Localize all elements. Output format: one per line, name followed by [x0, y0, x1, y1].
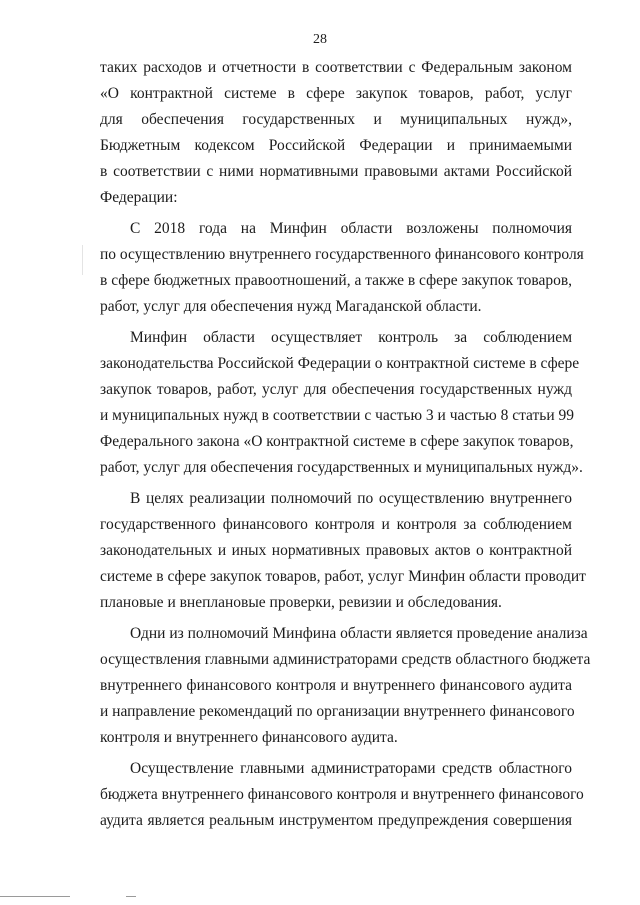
paragraph-line: плановые и внеплановые проверки, ревизии и обследования.: [100, 594, 502, 611]
paragraph-line: аудита является реальным инструментом предупреждения совершения: [100, 812, 572, 829]
paragraph-line: законодательства Российской Федерации о контрактной системе в сфере: [100, 355, 580, 372]
paragraph-line: государственного финансового контроля и контроля за соблюдением: [100, 516, 572, 533]
paragraph-line: системе в сфере закупок товаров, работ, услуг Минфин области проводит: [100, 568, 586, 585]
footer-rule-mark: [126, 896, 136, 897]
paragraph: [100, 325, 583, 481]
paragraph-line: Федерального закона «О контрактной системе в сфере закупок товаров,: [100, 433, 574, 450]
footer-rule: [0, 896, 70, 897]
paragraph: [100, 756, 584, 834]
paragraph: [100, 486, 586, 616]
paragraph-line: Осуществление главными администраторами средств областного: [130, 760, 572, 777]
paragraph-line: Бюджетным кодексом Российской Федерации и принимаемыми: [100, 137, 572, 154]
page-number: 28: [313, 32, 327, 47]
paragraph-line: контроля и внутреннего финансового аудита.: [100, 729, 398, 746]
paragraph: [100, 55, 572, 211]
paragraph: [100, 621, 591, 751]
paragraph-line: С 2018 года на Минфин области возложены полномочия: [130, 220, 572, 237]
paragraph-line: В целях реализации полномочий по осуществлению внутреннего: [130, 490, 572, 507]
paragraph-line: и муниципальных нужд в соответствии с частью 3 и частью 8 статьи 99: [100, 407, 575, 424]
paragraph-line: закупок товаров, работ, услуг для обеспечения государственных нужд: [100, 381, 572, 398]
paragraph-line: работ, услуг для обеспечения нужд Магаданской области.: [100, 298, 482, 315]
paragraph-line: Минфин области осуществляет контроль за соблюдением: [130, 329, 572, 346]
paragraph-line: работ, услуг для обеспечения государственных и муниципальных нужд».: [100, 459, 583, 476]
paragraph-line: законодательных и иных нормативных правовых актов о контрактной: [100, 542, 572, 559]
paragraph-line: бюджета внутреннего финансового контроля и внутреннего финансового: [100, 786, 584, 803]
paragraph-line: «О контрактной системе в сфере закупок товаров, работ, услуг: [100, 85, 572, 102]
paragraph: [100, 216, 584, 320]
paragraph-line: Федерации:: [100, 189, 178, 206]
paragraph-line: в соответствии с ними нормативными правовыми актами Российской: [100, 163, 572, 180]
paragraph-line: и направление рекомендаций по организации внутреннего финансового: [100, 703, 575, 720]
document-body: [100, 55, 591, 839]
paragraph-line: в сфере бюджетных правоотношений, а также в сфере закупок товаров,: [100, 272, 573, 289]
paragraph-line: осуществления главными администраторами средств областного бюджета: [100, 651, 591, 668]
margin-mark: [82, 245, 83, 275]
paragraph-line: внутреннего финансового контроля и внутреннего финансового аудита: [100, 677, 572, 694]
paragraph-line: таких расходов и отчетности в соответствии с Федеральным законом: [100, 59, 572, 76]
paragraph-line: по осуществлению внутреннего государственного финансового контроля: [100, 246, 584, 263]
paragraph-line: для обеспечения государственных и муниципальных нужд»,: [100, 111, 572, 128]
paragraph-line: Одни из полномочий Минфина области является проведение анализа: [130, 625, 588, 642]
